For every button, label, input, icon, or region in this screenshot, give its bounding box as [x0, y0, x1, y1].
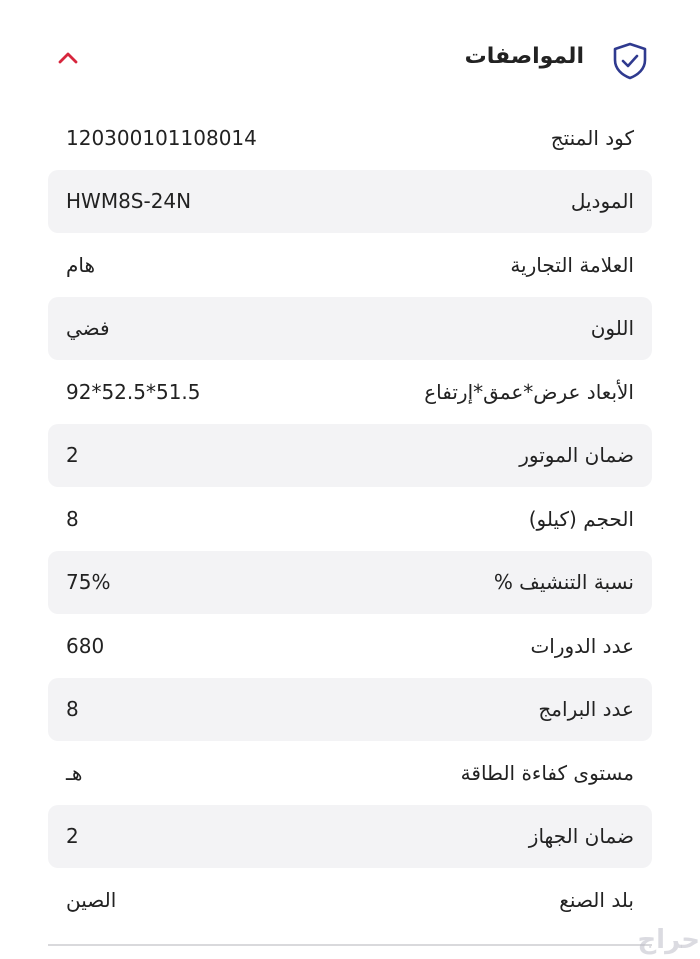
spec-row-programs — [48, 678, 652, 742]
specs-table — [48, 106, 652, 932]
spec-value: هام — [66, 252, 96, 277]
section-title: المواصفات — [464, 44, 584, 69]
spec-label: كود المنتج — [550, 125, 634, 150]
spec-label: الموديل — [570, 189, 634, 214]
spec-value: 2 — [66, 824, 79, 849]
spec-value: 2 — [66, 443, 79, 468]
spec-label: الأبعاد عرض*عمق*إرتفاع — [424, 379, 634, 404]
spec-value: فضي — [66, 316, 110, 341]
spec-value: 8 — [66, 697, 79, 722]
spec-label: ضمان الموتور — [519, 443, 634, 468]
spec-label: عدد البرامج — [538, 697, 634, 722]
spec-row-device-warranty — [48, 805, 652, 869]
spec-row-dimensions — [48, 360, 652, 424]
spec-row-product-code — [48, 106, 652, 170]
spec-row-color — [48, 297, 652, 361]
spec-value: هـ — [66, 760, 83, 785]
spec-value: 8 — [66, 506, 79, 531]
spec-value: HWM8S-24N — [66, 189, 192, 214]
spec-value: 92*52.5*51.5 — [66, 379, 201, 404]
spec-label: نسبة التنشيف % — [493, 570, 634, 595]
spec-label: مستوى كفاءة الطاقة — [460, 760, 634, 785]
spec-label: اللون — [590, 316, 634, 341]
spec-label: العلامة التجارية — [510, 252, 634, 277]
spec-row-energy-efficiency — [48, 741, 652, 805]
spec-value: الصين — [66, 887, 117, 912]
shield-check-icon — [612, 42, 648, 80]
spec-row-spin-speed — [48, 614, 652, 678]
spec-value: 75% — [66, 570, 111, 595]
spec-label: عدد الدورات — [530, 633, 634, 658]
spec-row-capacity — [48, 487, 652, 551]
spec-row-country — [48, 868, 652, 932]
spec-label: ضمان الجهاز — [528, 824, 634, 849]
spec-value: 120300101108014 — [66, 125, 257, 150]
chevron-up-icon[interactable] — [56, 50, 80, 66]
specs-header[interactable] — [0, 0, 700, 118]
spec-label: بلد الصنع — [559, 887, 634, 912]
spec-label: الحجم (كيلو) — [528, 506, 634, 531]
watermark-logo: حراج — [637, 925, 700, 955]
spec-row-model — [48, 170, 652, 234]
spec-row-brand — [48, 233, 652, 297]
spec-value: 680 — [66, 633, 105, 658]
spec-row-motor-warranty — [48, 424, 652, 488]
spec-row-drying-ratio — [48, 551, 652, 615]
